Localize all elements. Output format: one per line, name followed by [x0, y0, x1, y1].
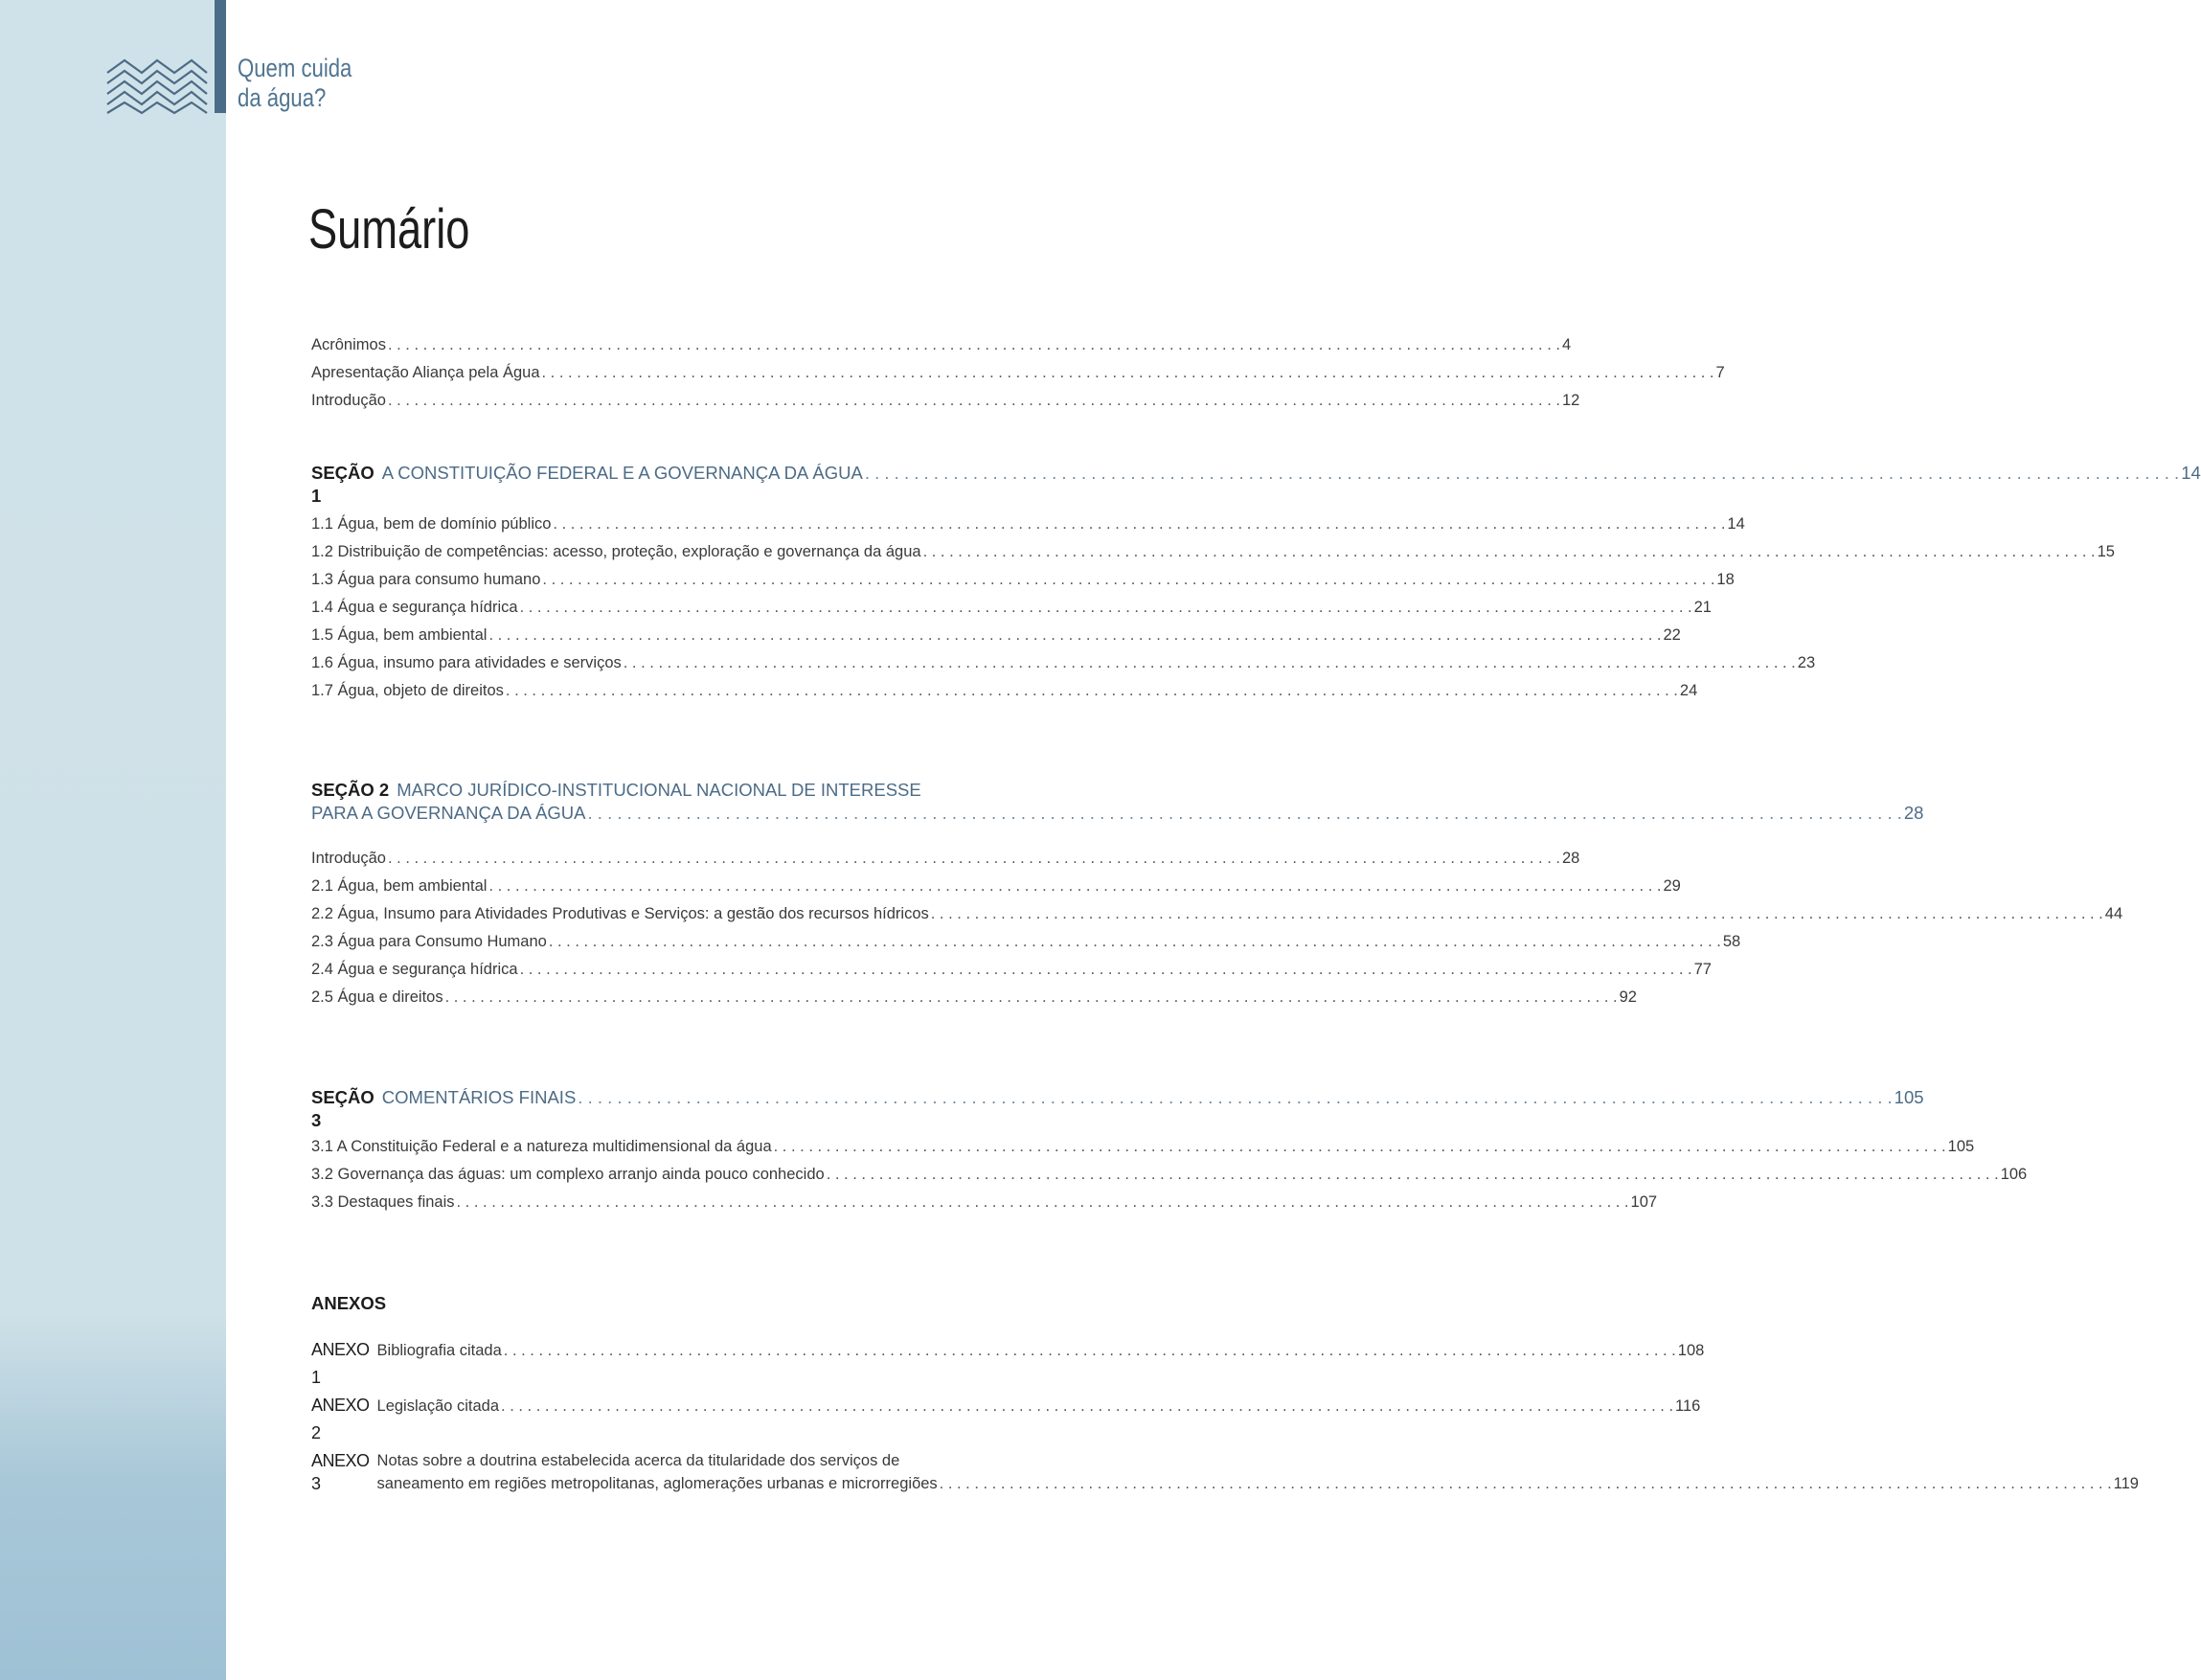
section-3-heading[interactable] [311, 1086, 1924, 1132]
toc-entry[interactable] [311, 1189, 1658, 1216]
toc-entry-label: 1.3 Água para consumo humano [311, 571, 541, 588]
toc-entry[interactable] [311, 1161, 2028, 1189]
section-3-number: SEÇÃO 3 [311, 1087, 374, 1130]
dot-leader [624, 649, 1796, 677]
annex-entry[interactable] [311, 1449, 2139, 1495]
section-2-heading[interactable] [311, 779, 1924, 825]
dot-leader [504, 1337, 1676, 1365]
toc-entry-label: 1.4 Água e segurança hídrica [311, 599, 518, 616]
toc-entry-label: Introdução [311, 392, 386, 409]
toc-entry[interactable] [311, 677, 1698, 705]
dot-leader [542, 359, 1714, 387]
dot-leader [457, 1189, 1629, 1216]
section-3-page: 105 [1894, 1087, 1924, 1107]
toc-entry[interactable] [311, 511, 1745, 538]
dot-leader [388, 845, 1560, 873]
section-2-heading-line1 [311, 779, 1013, 802]
dot-leader [549, 928, 1721, 956]
dot-leader [501, 1393, 1673, 1420]
toc-entry-label: Apresentação Aliança pela Água [311, 364, 540, 381]
toc-entry[interactable] [311, 984, 1637, 1011]
toc-entry-page: 28 [1561, 850, 1580, 867]
dot-leader [578, 1086, 1892, 1109]
toc-entry-page: 7 [1715, 364, 1725, 381]
dot-leader [923, 538, 2096, 566]
wave-chevrons-logo [105, 57, 209, 115]
toc-entry-page: 24 [1679, 682, 1698, 699]
toc-entry-page: 92 [1619, 988, 1637, 1006]
section-1-page: 14 [2181, 463, 2201, 483]
toc-intro-list [311, 331, 1725, 415]
page-title: Sumário [308, 198, 470, 261]
toc-entry[interactable] [311, 873, 1681, 900]
dot-leader [827, 1161, 1999, 1189]
toc-entry[interactable] [311, 387, 1580, 415]
sidebar-band [0, 0, 226, 1680]
annex-page: 116 [1675, 1397, 1701, 1415]
toc-entry-page: 77 [1693, 961, 1712, 978]
annex-body [377, 1449, 2139, 1495]
section-1-title: A CONSTITUIÇÃO FEDERAL E A GOVERNANÇA DA ÁGUA [381, 463, 863, 483]
dot-leader [865, 462, 2179, 485]
section-1-list [311, 511, 2115, 705]
toc-entry-label: 3.2 Governança das águas: um complexo arranjo ainda pouco conhecido [311, 1166, 825, 1183]
toc-entry-page: 23 [1797, 654, 1816, 671]
toc-entry[interactable] [311, 538, 2115, 566]
dot-leader [520, 594, 1692, 622]
brand-line-2: da água? [238, 83, 327, 112]
toc-entry-label: Acrônimos [311, 336, 386, 353]
annex-label-line2: saneamento em regiões metropolitanas, aglomerações urbanas e microrregiões [376, 1475, 938, 1492]
section-1-heading-row [311, 462, 2201, 508]
brand-title [238, 54, 352, 113]
toc-entry[interactable] [311, 622, 1681, 649]
toc-entry[interactable] [311, 928, 1741, 956]
dot-leader [506, 677, 1678, 705]
toc-entry-label: 2.5 Água e direitos [311, 988, 443, 1006]
section-3-list [311, 1133, 2028, 1216]
dot-leader [445, 984, 1618, 1011]
dot-leader [931, 900, 2103, 928]
brand-line-1: Quem cuida [238, 54, 352, 82]
dot-leader [553, 511, 1725, 538]
toc-entry-label: 1.7 Água, objeto de direitos [311, 682, 504, 699]
dot-leader [488, 622, 1661, 649]
annex-label-line1: Notas sobre a doutrina estabelecida acerca da titularidade dos serviços de [376, 1452, 900, 1469]
toc-entry[interactable] [311, 359, 1725, 387]
section-1-number: SEÇÃO 1 [311, 463, 374, 506]
toc-entry-label: 1.5 Água, bem ambiental [311, 626, 488, 644]
toc-entry-label: 2.2 Água, Insumo para Atividades Produtivas e Serviços: a gestão dos recursos hídricos [311, 905, 929, 922]
toc-entry-page: 15 [2097, 543, 2115, 560]
section-3-title: COMENTÁRIOS FINAIS [381, 1087, 577, 1107]
dot-leader [520, 956, 1692, 984]
toc-entry[interactable] [311, 594, 1712, 622]
toc-entry-label: 1.1 Água, bem de domínio público [311, 515, 552, 533]
toc-entry-page: 22 [1663, 626, 1681, 644]
annex-page: 108 [1677, 1342, 1705, 1359]
annex-page: 119 [2113, 1475, 2139, 1492]
annex-label-line2-row [377, 1472, 2139, 1495]
toc-entry-page: 107 [1630, 1193, 1658, 1211]
section-2-list [311, 845, 2123, 1011]
annex-entry[interactable] [311, 1392, 1701, 1447]
dot-leader [774, 1133, 1946, 1161]
toc-entry[interactable] [311, 900, 2123, 928]
toc-entry-page: 4 [1561, 336, 1572, 353]
section-2-heading-line2 [311, 802, 1924, 825]
annex-tag: ANEXO 3 [311, 1451, 370, 1493]
toc-entry-page: 12 [1561, 392, 1580, 409]
annexes-heading: ANEXOS [311, 1293, 387, 1313]
section-2-page: 28 [1903, 803, 1924, 823]
toc-entry-page: 29 [1663, 877, 1681, 895]
toc-entry[interactable] [311, 566, 1735, 594]
annexes-list [311, 1336, 2139, 1495]
toc-entry-label: 1.6 Água, insumo para atividades e serviços [311, 654, 622, 671]
annex-entry[interactable] [311, 1336, 1705, 1392]
toc-entry-label: 1.2 Distribuição de competências: acesso, proteção, exploração e governança da água [311, 543, 921, 560]
toc-entry-label: 2.4 Água e segurança hídrica [311, 961, 518, 978]
section-2-number: SEÇÃO 2 [311, 780, 390, 800]
dot-leader [388, 387, 1560, 415]
dot-leader [588, 802, 1902, 825]
annex-tag: ANEXO 2 [311, 1396, 370, 1442]
toc-entry-label: 3.3 Destaques finais [311, 1193, 455, 1211]
toc-entry-label: 2.1 Água, bem ambiental [311, 877, 488, 895]
toc-entry[interactable] [311, 1133, 1975, 1161]
annex-label: Legislação citada [376, 1397, 500, 1415]
toc-entry-page: 106 [2000, 1166, 2028, 1183]
toc-entry-label: 2.3 Água para Consumo Humano [311, 933, 547, 950]
toc-entry[interactable] [311, 649, 1816, 677]
toc-entry-page: 44 [2104, 905, 2123, 922]
toc-entry-label: Introdução [311, 850, 386, 867]
toc-entry-page: 14 [1727, 515, 1745, 533]
dot-leader [488, 873, 1661, 900]
header-accent-bar [215, 0, 226, 113]
toc-entry[interactable] [311, 331, 1572, 359]
dot-leader [388, 331, 1560, 359]
toc-entry[interactable] [311, 845, 1580, 873]
toc-entry-page: 18 [1716, 571, 1735, 588]
annex-label: Bibliografia citada [376, 1342, 502, 1359]
dot-leader [940, 1472, 2112, 1495]
toc-entry-label: 3.1 A Constituição Federal e a natureza multidimensional da água [311, 1138, 772, 1155]
section-2-title-line2: PARA A GOVERNANÇA DA ÁGUA [311, 803, 586, 823]
toc-entry[interactable] [311, 956, 1712, 984]
dot-leader [542, 566, 1714, 594]
toc-entry-page: 58 [1722, 933, 1741, 950]
section-2-title-line1: MARCO JURÍDICO-INSTITUCIONAL NACIONAL DE INTERESSE [397, 780, 921, 800]
section-3-heading-row [311, 1086, 1924, 1132]
annex-tag: ANEXO 1 [311, 1340, 370, 1387]
section-1-heading[interactable] [311, 462, 2201, 508]
toc-entry-page: 21 [1693, 599, 1712, 616]
toc-entry-page: 105 [1947, 1138, 1975, 1155]
